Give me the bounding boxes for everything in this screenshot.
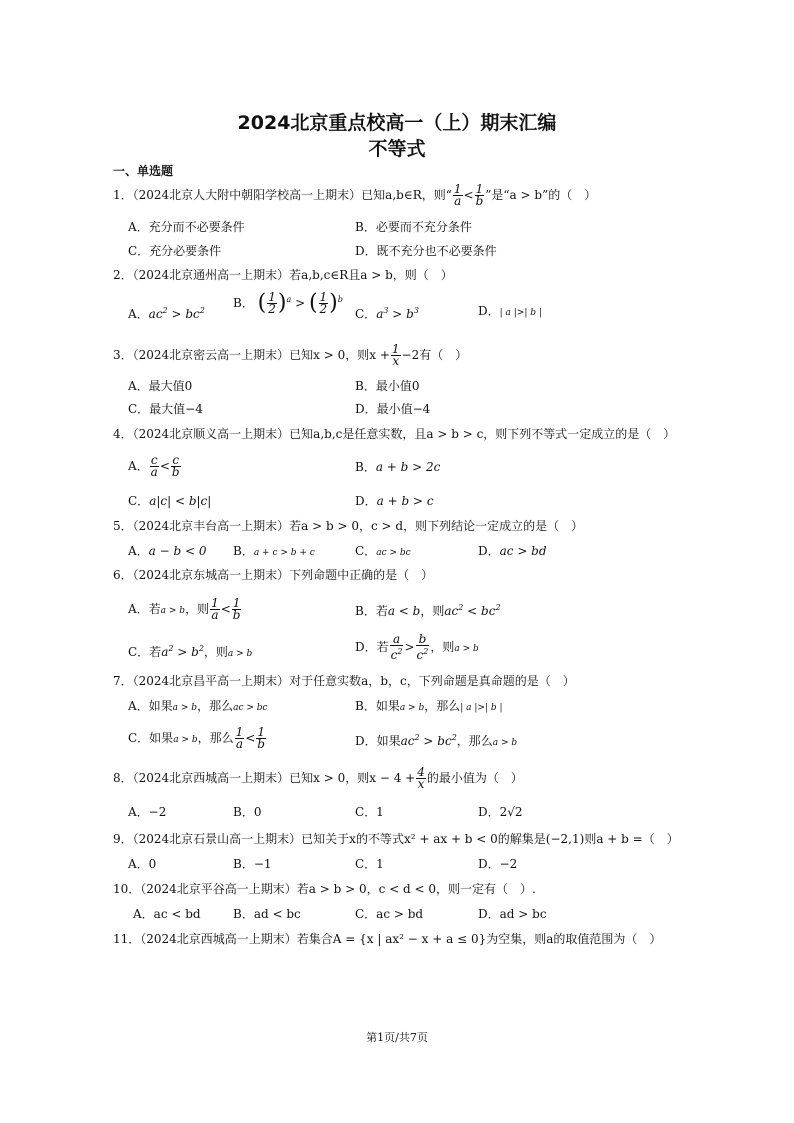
- q1-option-d: D．既不充分也不必要条件: [355, 244, 497, 258]
- q1-option-c: C．充分必要条件: [128, 244, 222, 258]
- page-number-footer: 第1页/共7页: [366, 1031, 428, 1044]
- question-8: 8．（2024北京西城高一上期末）已知x > 0，则x − 4 + $\frac{4}{x}$ 的最小值为（ ）: [113, 765, 523, 791]
- q10-option-b: B．ad < bc: [233, 907, 301, 921]
- question-9: 9．（2024北京石景山高一上期末）已知关于x的不等式x² + ax + b < 0的解集是(−2,1)则a + b =（ ）: [113, 832, 679, 846]
- q8-option-c: C．1: [355, 805, 384, 819]
- document-subtitle: 不等式: [368, 138, 426, 160]
- q4-option-a: A． $\frac{c}{a}$ < $\frac{c}{b}$: [128, 453, 180, 479]
- section-heading: 一、单选题: [113, 164, 174, 178]
- q2-option-b: B． ( $\frac{1}{2}$ )$^a$ > ( $\frac{1}{2}$ )$^b$: [233, 290, 343, 316]
- q4-option-c: C．a|c| < b|c|: [128, 494, 212, 508]
- q3-option-d: D．最小值−4: [355, 402, 431, 416]
- q9-option-a: A．0: [128, 857, 157, 871]
- question-10: 10．（2024北京平谷高一上期末）若a > b > 0，c < d < 0，则一定有（ ）.: [113, 882, 536, 896]
- question-5: 5．（2024北京丰台高一上期末）若a > b > 0，c > d，则下列结论一定成立的是（ ）: [113, 519, 584, 533]
- q10-option-a: A．ac < bd: [133, 907, 201, 921]
- q9-option-b: B．−1: [233, 857, 272, 871]
- q7-option-c: C．如果a > b，那么 $\frac{1}{a}$ < $\frac{1}{b}$: [128, 725, 265, 751]
- q4-option-b: B．a + b > 2c: [355, 460, 441, 474]
- q5-option-b: B．a + c > b + c: [233, 544, 315, 558]
- question-2: 2．（2024北京通州高一上期末）若a,b,c∈R且a > b，则（ ）: [113, 268, 453, 282]
- q5-option-d: D．ac > bd: [478, 544, 547, 558]
- q5-option-a: A．a − b < 0: [128, 544, 207, 558]
- q3-option-b: B．最小值0: [355, 379, 420, 393]
- q5-option-c: C．ac > bc: [355, 544, 411, 558]
- q9-option-d: D．−2: [478, 857, 518, 871]
- q1-option-a: A．充分而不必要条件: [128, 220, 245, 234]
- q9-option-c: C．1: [355, 857, 384, 871]
- q6-option-d: D．若 $\frac{a}{c^2}$ > $\frac{b}{c^2}$ ，则a > b: [355, 632, 479, 662]
- q6-option-b: B．若a < b，则$ac^2 < bc^2$: [355, 603, 501, 618]
- q7-option-d: D．如果$ac^2 > bc^2$，那么a > b: [355, 733, 518, 748]
- q1-option-b: B．必要而不充分条件: [355, 220, 472, 234]
- q6-option-c: C．若$a^2 > b^2$，则a > b: [128, 644, 253, 659]
- q2-option-c: C．$a^3 > b^3$: [355, 306, 419, 321]
- question-7: 7．（2024北京昌平高一上期末）对于任意实数a，b，c，下列命题是真命题的是（ ）: [113, 674, 575, 688]
- question-3: 3．（2024北京密云高一上期末）已知x > 0，则x + $\frac{1}{x}$ −2有（ ）: [113, 342, 468, 368]
- q3-option-a: A．最大值0: [128, 379, 193, 393]
- q6-option-a: A．若a > b，则 $\frac{1}{a}$ < $\frac{1}{b}$: [128, 596, 241, 622]
- q8-option-d: D．2√2: [478, 805, 523, 819]
- document-title: 2024北京重点校高一（上）期末汇编: [237, 112, 557, 134]
- q7-option-a: A．如果a > b，那么ac > bc: [128, 699, 268, 713]
- q4-option-d: D．a + b > c: [355, 494, 434, 508]
- q10-option-d: D．ad > bc: [478, 907, 547, 921]
- q3-option-c: C．最大值−4: [128, 402, 203, 416]
- q7-option-b: B．如果a > b，那么| a |>| b |: [355, 699, 503, 713]
- q8-option-b: B．0: [233, 805, 262, 819]
- q2-option-d: D．| a |>| b |: [478, 304, 542, 318]
- question-11: 11．（2024北京西城高一上期末）若集合A = {x | ax² − x + a ≤ 0}为空集，则a的取值范围为（ ）: [113, 932, 662, 946]
- q10-option-c: C．ac > bd: [355, 907, 424, 921]
- q2-option-a: A．$ac^2 > bc^2$: [128, 306, 205, 321]
- question-6: 6．（2024北京东城高一上期末）下列命题中正确的是（ ）: [113, 568, 434, 582]
- question-4: 4．（2024北京顺义高一上期末）已知a,b,c是任意实数，且a > b > c，则下列不等式一定成立的是（ ）: [113, 427, 676, 441]
- q8-option-a: A．−2: [128, 805, 167, 819]
- question-1: 1．（2024北京人大附中朝阳学校高一上期末）已知a,b∈R，则“ $\frac{1}{a}$ < $\frac{1}{b}$ ”是“a > b”的（ ）: [113, 182, 597, 208]
